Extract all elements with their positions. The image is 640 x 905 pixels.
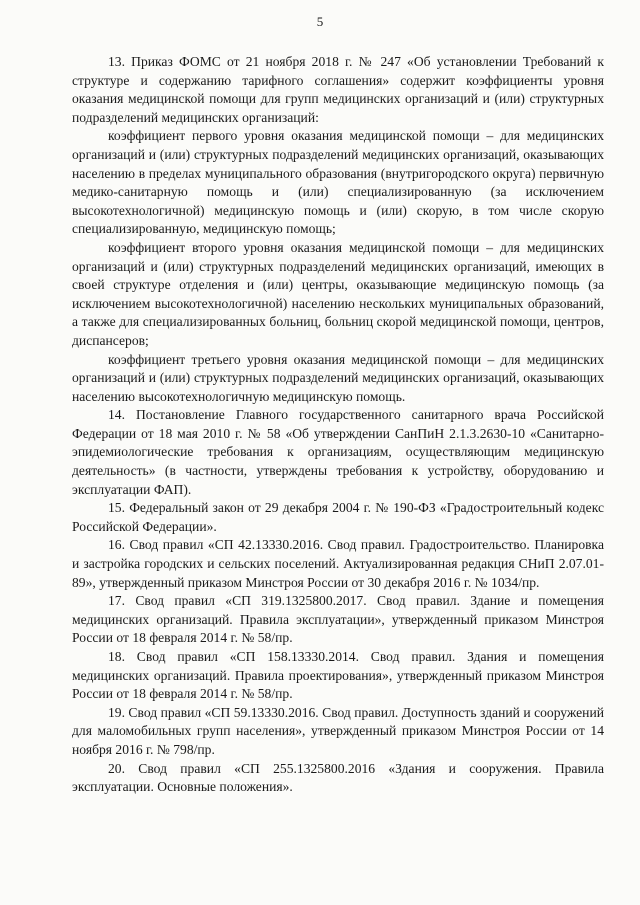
document-body	[72, 53, 604, 797]
paragraph-20: 20. Свод правил «СП 255.1325800.2016 «Здания и сооружения. Правила эксплуатации. Основные положения».	[72, 760, 604, 795]
paragraph-level-2: коэффициент второго уровня оказания медицинской помощи – для медицинских организаций и (или) структурных подразделений медицинских организаций, имеющих в своей структуре отделения и (или) центры, оказывающие медицинскую помощь (за исключением высокотехнологичной) населению нескольких муниципальных образований, а также для специализированных больниц, больниц скорой медицинской помощи, центров, диспансеров;	[72, 239, 604, 348]
paragraph-13: 13. Приказ ФОМС от 21 ноября 2018 г. № 247 «Об установлении Требований к структуре и содержанию тарифного соглашения» содержит коэффициенты уровня оказания медицинской помощи для групп медицинских организаций и (или) структурных подразделений медицинских организаций:	[72, 54, 604, 125]
paragraph-level-3: коэффициент третьего уровня оказания медицинской помощи – для медицинских организаций и (или) структурных подразделений медицинских организаций, оказывающих населению высокотехнологичную медицинскую помощь.	[72, 351, 604, 404]
paragraph-19: 19. Свод правил «СП 59.13330.2016. Свод правил. Доступность зданий и сооружений для маломобильных групп населения», утвержденный приказом Минстроя России от 14 ноября 2016 г. № 798/пр.	[72, 704, 604, 757]
paragraph-16: 16. Свод правил «СП 42.13330.2016. Свод правил. Градостроительство. Планировка и застройка городских и сельских поселений. Актуализированная редакция СНиП 2.07.01-89», утвержденный приказом Минстроя России от 30 декабря 2016 г. № 1034/пр.	[72, 537, 604, 590]
page-number: 5	[316, 14, 324, 29]
paragraph-15: 15. Федеральный закон от 29 декабря 2004 г. № 190-ФЗ «Градостроительный кодекс Российской Федерации».	[72, 500, 604, 534]
paragraph-level-1: коэффициент первого уровня оказания медицинской помощи – для медицинских организаций и (или) структурных подразделений медицинских организаций, оказывающих населению в пределах муниципального образования (внутригородского округа) первичную медико-санитарную помощь и (или) специализированную (за исключением высокотехнологичной) медицинскую помощь и (или) скорую, в том числе скорую специализированную, медицинскую помощь;	[72, 128, 604, 237]
paragraph-14: 14. Постановление Главного государственного санитарного врача Российской Федерации от 18 мая 2010 г. № 58 «Об утверждении СанПиН 2.1.3.2630-10 «Санитарно-эпидемиологические требования к организациям, осуществляющим медицинскую деятельность» (в частности, утверждены требования к устройству, оборудованию и эксплуатации ФАП).	[72, 407, 604, 497]
paragraph-17: 17. Свод правил «СП 319.1325800.2017. Свод правил. Здание и помещения медицинских организаций. Правила эксплуатации», утвержденный приказом Минстроя России от 18 февраля 2014 г. № 58/пр.	[72, 593, 604, 646]
paragraph-18: 18. Свод правил «СП 158.13330.2014. Свод правил. Здания и помещения медицинских организаций. Правила проектирования», утвержденный приказом Минстроя России от 18 февраля 2014 г. № 58/пр.	[72, 649, 604, 702]
